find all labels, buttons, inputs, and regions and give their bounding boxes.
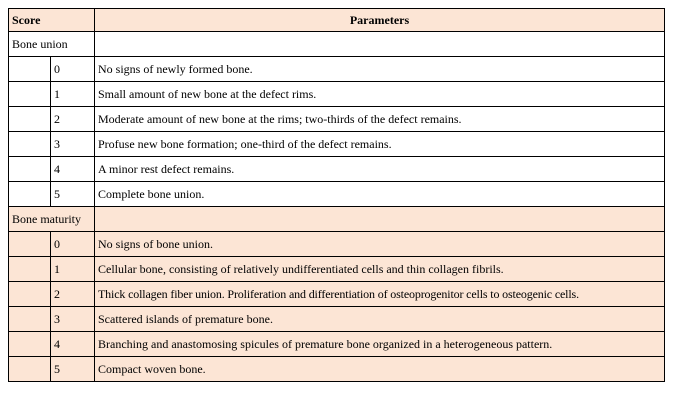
score-cell: 3 <box>51 132 95 157</box>
score-cell: 5 <box>51 182 95 207</box>
table-row <box>9 332 665 357</box>
table-row <box>9 232 665 257</box>
indent-cell <box>9 282 51 307</box>
indent-cell <box>9 332 51 357</box>
score-cell: 2 <box>51 282 95 307</box>
parameter-cell: Profuse new bone formation; one-third of the defect remains. <box>95 132 665 157</box>
parameter-cell: Thick collagen fiber union. Proliferation and differentiation of osteoprogenitor cells to osteogenic cells. <box>95 282 665 307</box>
scoring-table <box>8 8 665 382</box>
indent-cell <box>9 57 51 82</box>
section-title: Bone union <box>9 32 95 57</box>
parameter-cell: Branching and anastomosing spicules of premature bone organized in a heterogeneous pattern. <box>95 332 665 357</box>
scoring-table-container <box>8 8 665 382</box>
parameter-cell: No signs of bone union. <box>95 232 665 257</box>
indent-cell <box>9 107 51 132</box>
header-parameters: Parameters <box>95 9 665 32</box>
parameter-cell: No signs of newly formed bone. <box>95 57 665 82</box>
indent-cell <box>9 257 51 282</box>
parameter-cell: Complete bone union. <box>95 182 665 207</box>
table-header-row <box>9 9 665 32</box>
score-cell: 1 <box>51 257 95 282</box>
section-empty-cell <box>95 32 665 57</box>
indent-cell <box>9 132 51 157</box>
score-cell: 4 <box>51 157 95 182</box>
score-cell: 2 <box>51 107 95 132</box>
section-row-bone-maturity <box>9 207 665 232</box>
score-cell: 5 <box>51 357 95 382</box>
section-empty-cell <box>95 207 665 232</box>
table-row <box>9 307 665 332</box>
indent-cell <box>9 82 51 107</box>
table-row <box>9 157 665 182</box>
table-row <box>9 282 665 307</box>
indent-cell <box>9 232 51 257</box>
score-cell: 0 <box>51 232 95 257</box>
header-score: Score <box>9 9 95 32</box>
table-row <box>9 357 665 382</box>
score-cell: 4 <box>51 332 95 357</box>
score-cell: 0 <box>51 57 95 82</box>
table-row <box>9 132 665 157</box>
parameter-cell: A minor rest defect remains. <box>95 157 665 182</box>
indent-cell <box>9 157 51 182</box>
table-row <box>9 82 665 107</box>
score-cell: 3 <box>51 307 95 332</box>
indent-cell <box>9 307 51 332</box>
parameter-cell: Compact woven bone. <box>95 357 665 382</box>
parameter-cell: Small amount of new bone at the defect rims. <box>95 82 665 107</box>
indent-cell <box>9 357 51 382</box>
table-row <box>9 257 665 282</box>
section-title: Bone maturity <box>9 207 95 232</box>
score-cell: 1 <box>51 82 95 107</box>
indent-cell <box>9 182 51 207</box>
section-row-bone-union <box>9 32 665 57</box>
parameter-cell: Cellular bone, consisting of relatively undifferentiated cells and thin collagen fibrils. <box>95 257 665 282</box>
table-row <box>9 182 665 207</box>
table-row <box>9 107 665 132</box>
parameter-cell: Moderate amount of new bone at the rims; two-thirds of the defect remains. <box>95 107 665 132</box>
table-row <box>9 57 665 82</box>
parameter-cell: Scattered islands of premature bone. <box>95 307 665 332</box>
